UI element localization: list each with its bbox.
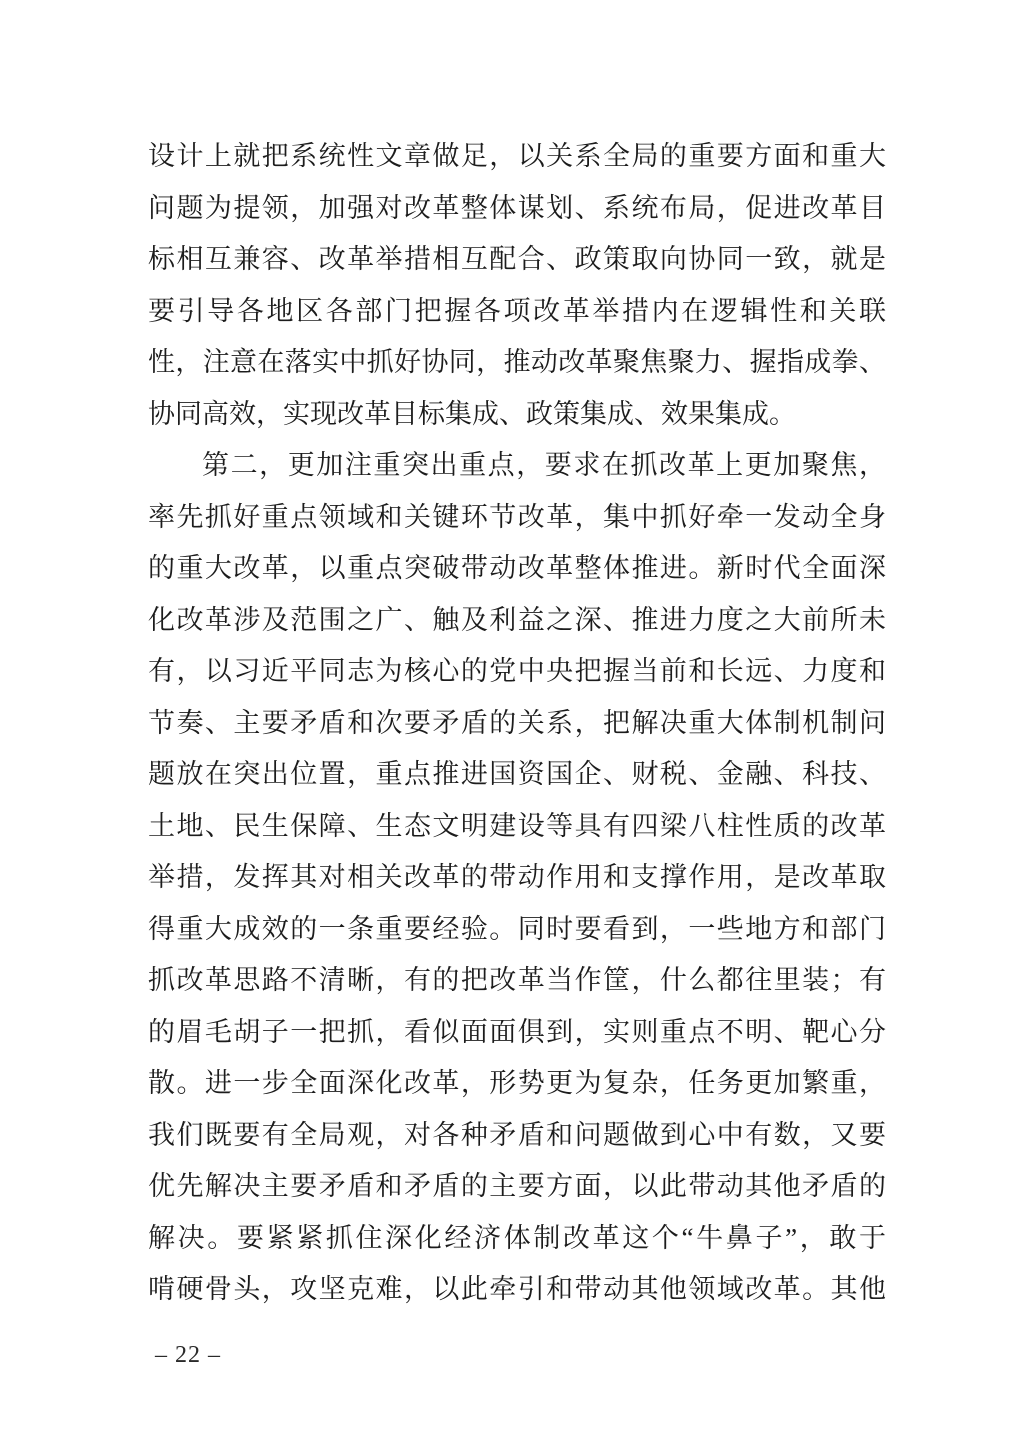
text-line: 举措，发挥其对相关改革的带动作用和支撑作用，是改革取: [148, 862, 886, 892]
text-line: 节奏、主要矛盾和次要矛盾的关系，把解决重大体制机制问: [148, 707, 886, 738]
text-line: 得重大成效的一条重要经验。同时要看到，一些地方和部门: [148, 913, 886, 944]
page-number: – 22 –: [155, 1342, 221, 1368]
text-line: 的眉毛胡子一把抓，看似面面俱到，实则重点不明、靶心分: [148, 1016, 886, 1047]
text-line: 化改革涉及范围之广、触及利益之深、推进力度之大前所未: [148, 604, 886, 635]
text-line: 率先抓好重点领域和关键环节改革，集中抓好牵一发动全身: [148, 501, 886, 532]
document-body: [148, 131, 886, 1316]
text-line: 抓改革思路不清晰，有的把改革当作筐，什么都往里装；有: [148, 965, 886, 995]
text-line: 优先解决主要矛盾和矛盾的主要方面，以此带动其他矛盾的: [148, 1171, 886, 1201]
text-line: 标相互兼容、改革举措相互配合、政策取向协同一致，就是: [148, 244, 886, 274]
text-line: 第二，更加注重突出重点，要求在抓改革上更加聚焦，: [202, 450, 886, 480]
text-line: 的重大改革，以重点突破带动改革整体推进。新时代全面深: [148, 553, 886, 583]
text-line: 有，以习近平同志为核心的党中央把握当前和长远、力度和: [148, 656, 886, 686]
text-line: 协同高效，实现改革目标集成、政策集成、效果集成。: [148, 398, 796, 429]
text-line: 要引导各地区各部门把握各项改革举措内在逻辑性和关联: [148, 295, 886, 326]
text-line: 啃硬骨头，攻坚克难，以此牵引和带动其他领域改革。其他: [148, 1274, 886, 1304]
paragraph-1: [148, 131, 886, 440]
text-line: 我们既要有全局观，对各种矛盾和问题做到心中有数，又要: [148, 1119, 886, 1150]
text-line: 散。进一步全面深化改革，形势更为复杂，任务更加繁重，: [148, 1068, 886, 1098]
text-line: 题放在突出位置，重点推进国资国企、财税、金融、科技、: [148, 759, 886, 789]
text-line: 问题为提领，加强对改革整体谋划、系统布局，促进改革目: [148, 192, 886, 223]
page-footer: [155, 1340, 221, 1370]
paragraph-2: [148, 440, 886, 1316]
text-line: 解决。要紧紧抓住深化经济体制改革这个“牛鼻子”，敢于: [148, 1222, 886, 1253]
text-line: 性，注意在落实中抓好协同，推动改革聚焦聚力、握指成拳、: [148, 347, 886, 377]
text-line: 设计上就把系统性文章做足，以关系全局的重要方面和重大: [148, 141, 886, 171]
text-line: 土地、民生保障、生态文明建设等具有四梁八柱性质的改革: [148, 810, 886, 841]
